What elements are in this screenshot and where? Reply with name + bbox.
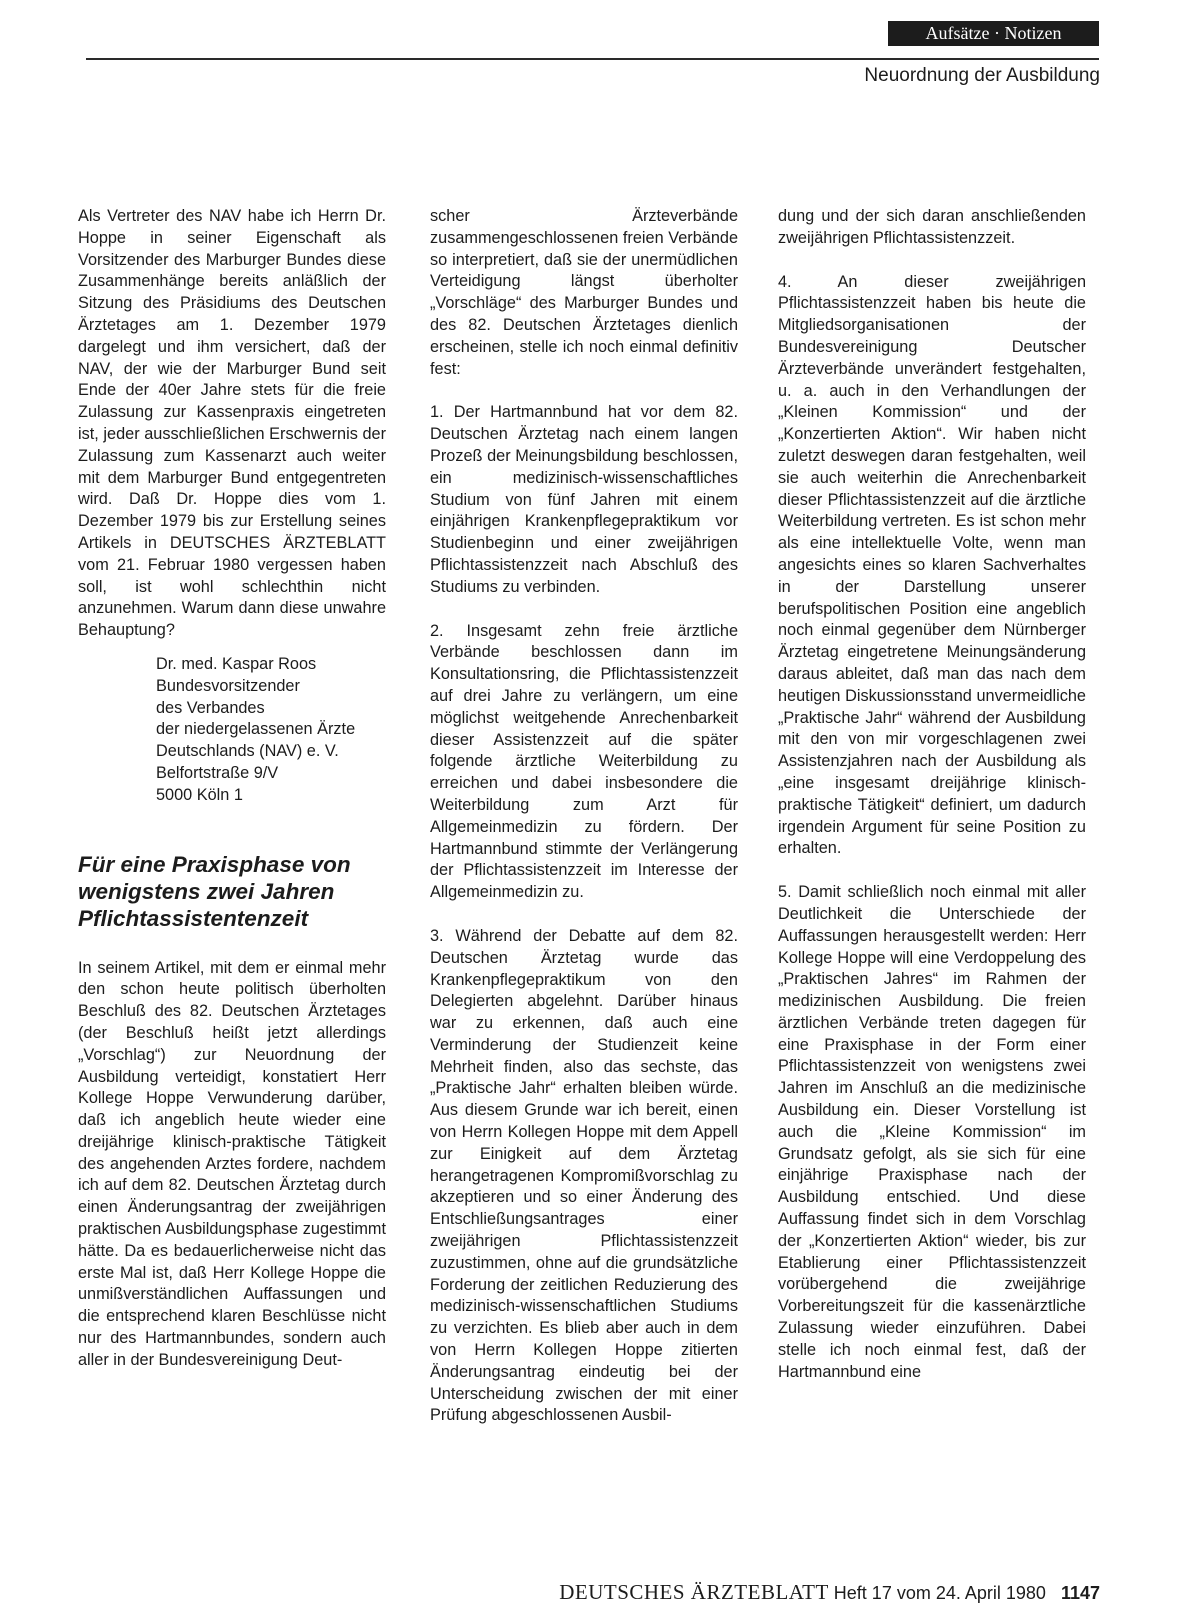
footer-page-number: 1147 [1060, 1583, 1100, 1603]
article-paragraph: In seinem Artikel, mit dem er einmal mehr den schon heute politisch überholten Beschluß des 82. Deutschen Ärztetages (der Beschluß heißt jetzt allerdings „Vorschlag“) zur Neuordnung der Ausbildung verteidigt, konstatiert Herr Kollege Hoppe Verwunderung darüber, daß ich angeblich heute wieder eine dreijährige klinisch-praktische Tätigkeit des angehenden Arztes fordere, nachdem ich auf dem 82. Deutschen Ärztetag durch einen Änderungsantrag der zweijährigen praktischen Ausbildungsphase zugestimmt hätte. Da es bedauerlicherweise nicht das erste Mal ist, daß Herr Kollege Hoppe die unmißverständlichen Auffassungen und die entsprechend klaren Beschlüsse nicht nur des Hartmannbundes, sondern auch aller in der Bundesvereinigung Deut- [78, 958, 386, 1369]
signature-line: Bundesvorsitzender [156, 676, 300, 695]
column-2 [430, 206, 738, 1562]
letter-signature [156, 654, 386, 807]
article-paragraph: scher Ärzteverbände zusammengeschlossenen freien Verbände so interpretiert, daß sie der unermüdlichen Verteidigung längst überholter „Vorschläge“ des Marburger Bundes und des 82. Deutschen Ärztetages dienlich erscheinen, stelle ich noch einmal definitiv fest: [430, 207, 738, 378]
article-paragraph: 1. Der Hartmannbund hat vor dem 82. Deutschen Ärztetag nach einem langen Prozeß der Meinungsbildung beschlossen, ein medizinisch-wissenschaftliches Studium von fünf Jahren mit einem einjährigen Krankenpflegepraktikum vor Studienbeginn und einer zweijährigen Pflichtassistenzzeit nach Abschluß des Studiums zu verbinden. [430, 403, 738, 596]
page-footer [450, 1580, 1100, 1605]
signature-line: Dr. med. Kaspar Roos [156, 654, 317, 673]
signature-line: der niedergelassenen Ärzte [156, 720, 356, 739]
article-paragraph: 5. Damit schließlich noch einmal mit aller Deutlichkeit die Unterschiede der Auffassungen herausgestellt werden: Herr Kollege Hoppe will eine Verdoppelung des „Praktischen Jahres“ im Rahmen der medizinischen Ausbildung. Die freien ärztlichen Verbände treten dagegen für eine Praxisphase in der Form einer Pflichtassistenzzeit von wenigstens zwei Jahren im Anschluß an die medizinische Ausbildung ein. Dieser Vorstellung ist auch die „Kleine Kommission“ im Grundsatz gefolgt, als sie sich für eine einjährige Praxisphase nach der Ausbildung entschied. Und diese Auffassung findet sich in dem Vorschlag der „Konzertierten Aktion“ wieder, bis zur Etablierung einer Pflichtassistenzzeit vorübergehend die zweijährige Vorbereitungszeit für die kassenärztliche Zulassung wieder einzuführen. Dabei stelle ich noch einmal fest, daß der Hartmannbund eine [778, 883, 1086, 1381]
article-paragraph: dung und der sich daran anschließenden zweijährigen Pflichtassistenzzeit. [778, 207, 1086, 247]
footer-issue: Heft 17 vom 24. April 1980 [833, 1583, 1046, 1603]
article-heading: Für eine Praxisphase von wenigstens zwei Jahren Pflichtassistentenzeit [78, 851, 351, 931]
running-title: Neuordnung der Ausbildung [864, 65, 1100, 86]
signature-line: Belfortstraße 9/V [156, 763, 279, 782]
section-label: Aufsätze · Notizen [888, 21, 1099, 46]
signature-line: Deutschlands (NAV) e. V. [156, 742, 339, 761]
article-paragraph: 2. Insgesamt zehn freie ärztliche Verbände beschlossen dann im Konsultationsring, die Pflichtassistenzzeit auf drei Jahre zu verlängern, um eine möglichst weitgehende Anrechenbarkeit dieser Assistenzzeit auf die später folgende ärztliche Weiterbildung zu erreichen und dabei insbesondere die Weiterbildung zum Arzt für Allgemeinmedizin zu fördern. Der Hartmannbund stimmte der Verlängerung der Pflichtassistenzzeit im Interesse der Allgemeinmedizin zu. [430, 621, 738, 902]
header-rule [86, 58, 1099, 60]
footer-journal: DEUTSCHES ÄRZTEBLATT [559, 1580, 829, 1604]
column-3 [778, 206, 1086, 1562]
column-1 [78, 206, 386, 1372]
article-paragraph: 3. Während der Debatte auf dem 82. Deutschen Ärztetag wurde das Krankenpflegepraktikum von den Delegierten abgelehnt. Darüber hinaus war zu erkennen, daß auch eine Verminderung der Studienzeit keine Mehrheit finden, also das sechste, das „Praktische Jahr“ erhalten bleiben würde. Aus diesem Grunde war ich bereit, einen von Herrn Kollegen Hoppe mit dem Appell zur Einigkeit auf dem Ärztetag herangetragenen Kompromißvorschlag zu akzeptieren und so einer Änderung des Entschließungsantrages einer zweijährigen Pflichtassistenzzeit zuzustimmen, ohne auf die grundsätzliche Forderung der zeitlichen Reduzierung des medizinisch-wissenschaftlichen Studiums zu verzichten. Es blieb aber auch in dem von Herrn Kollegen Hoppe zitierten Änderungsantrag eindeutig bei der Unterscheidung zwischen der mit einer Prüfung abgeschlossenen Ausbil- [430, 926, 738, 1425]
signature-line: 5000 Köln 1 [156, 785, 243, 804]
signature-line: des Verbandes [156, 698, 265, 717]
article-paragraph: 4. An dieser zweijährigen Pflichtassistenzzeit haben bis heute die Mitgliedsorganisationen der Bundesvereinigung Deutscher Ärzteverbände unverändert festgehalten, u. a. auch in den Verhandlungen der „Kleinen Kommission“ und der „Konzertierten Aktion“. Wir haben nicht zuletzt deswegen daran festgehalten, weil sie auch weiterhin die Anrechenbarkeit dieser Pflichtassistenzzeit auf die ärztliche Weiterbildung vertreten. Es ist schon mehr als eine intellektuelle Volte, wenn man angesichts eines so klaren Sachverhaltes in der Darstellung unserer berufspolitischen Position eine angeblich noch einmal gegenüber dem Nürnberger Ärztetag eingetretene Meinungsänderung daraus ableitet, daß man das nach dem heutigen Diskussionsstand unvermeidliche „Praktische Jahr“ während der Ausbildung mit den von mir vorgeschlagenen zwei Assistenzjahren nach der Ausbildung als „eine insgesamt dreijährige klinisch-praktische Tätigkeit“ definiert, um dadurch irgendein Argument für seine Position zu erhalten. [778, 272, 1086, 858]
letter-paragraph: Als Vertreter des NAV habe ich Herrn Dr. Hoppe in seiner Eigenschaft als Vorsitzender des Marburger Bundes diese Zusammenhänge bereits anläßlich der Sitzung des Präsidiums des Deutschen Ärztetages am 1. Dezember 1979 dargelegt und ihm versichert, daß der NAV, der wie der Marburger Bund seit Ende der 40er Jahre stets für die freie Zulassung zur Kassenpraxis eingetreten ist, jeder ausschließlichen Erschwernis der Zulassung zum Kassenarzt auch weiter mit dem Marburger Bund entgegentreten wird. Daß Dr. Hoppe dies vom 1. Dezember 1979 bis zur Erstellung seines Artikels in DEUTSCHES ÄRZTEBLATT vom 21. Februar 1980 vergessen haben soll, ist wohl schlechthin nicht anzunehmen. Warum dann diese unwahre Behauptung? [78, 207, 386, 640]
